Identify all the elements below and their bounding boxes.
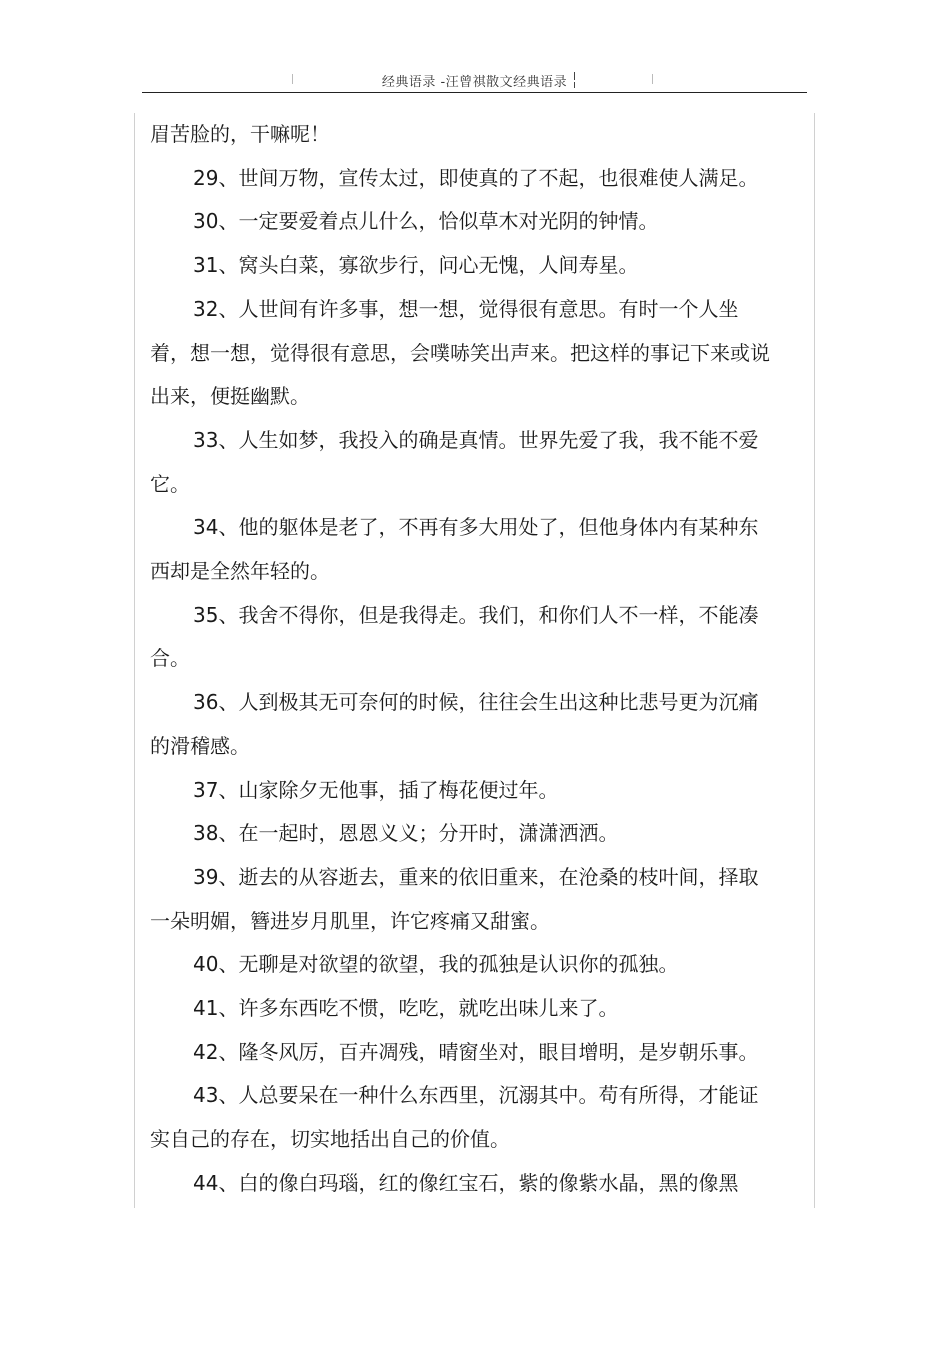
- paragraph: 44、白的像白玛瑙，红的像红宝石，紫的像紫水晶，黑的像黑: [193, 1170, 739, 1195]
- paragraph: 38、在一起时，恩恩义义；分开时，潇潇洒洒。: [193, 821, 619, 846]
- header-tick-mark: [574, 82, 575, 88]
- paragraph: 41、许多东西吃不惯，吃吃，就吃出味儿来了。: [193, 996, 619, 1021]
- right-margin-line: [814, 113, 815, 1208]
- paragraph: 33、人生如梦，我投入的确是真情。世界先爱了我，我不能不爱它。: [150, 427, 759, 496]
- paragraph: 36、人到极其无可奈何的时候，往往会生出这种比悲号更为沉痛的滑稽感。: [150, 690, 759, 758]
- paragraph: 37、山家除夕无他事，插了梅花便过年。: [193, 777, 559, 802]
- paragraph: 34、他的躯体是老了，不再有多大用处了，但他身体内有某种东西却是全然年轻的。: [150, 515, 759, 584]
- paragraph: 30、一定要爱着点儿什么，恰似草木对光阴的钟情。: [193, 209, 659, 234]
- left-margin-line: [134, 113, 135, 1208]
- header-tick-mark: [652, 74, 653, 84]
- paragraph: 眉苦脸的，干嘛呢！: [150, 122, 330, 146]
- paragraph: 35、我舍不得你，但是我得走。我们，和你们人不一样，不能凑合。: [150, 602, 759, 671]
- paragraph: 31、窝头白菜，寡欲步行，问心无愧，人间寿星。: [193, 253, 639, 278]
- paragraph: 43、人总要呆在一种什么东西里，沉溺其中。苟有所得，才能证实自己的存在，切实地括出自己的价值。: [150, 1083, 759, 1152]
- paragraph: 29、世间万物，宣传太过，即使真的了不起，也很难使人满足。: [193, 165, 759, 190]
- document-body: [150, 113, 775, 1206]
- paragraph: 42、隆冬风厉，百卉凋残，晴窗坐对，眼目增明，是岁朝乐事。: [193, 1039, 759, 1064]
- paragraph: 40、无聊是对欲望的欲望，我的孤独是认识你的孤独。: [193, 952, 679, 977]
- paragraph: 39、逝去的从容逝去，重来的依旧重来，在沧桑的枝叶间，择取一朵明媚，簪进岁月肌里，许它疼痛又甜蜜。: [150, 864, 759, 933]
- page-header: [142, 60, 807, 93]
- header-tick-mark: [574, 72, 575, 80]
- paragraph: 32、人世间有许多事，想一想，觉得很有意思。有时一个人坐着，想一想，觉得很有意思，会噗哧笑出声来。把这样的事记下来或说出来，便挺幽默。: [150, 296, 770, 409]
- header-title: 经典语录 -汪曾祺散文经典语录: [381, 75, 568, 90]
